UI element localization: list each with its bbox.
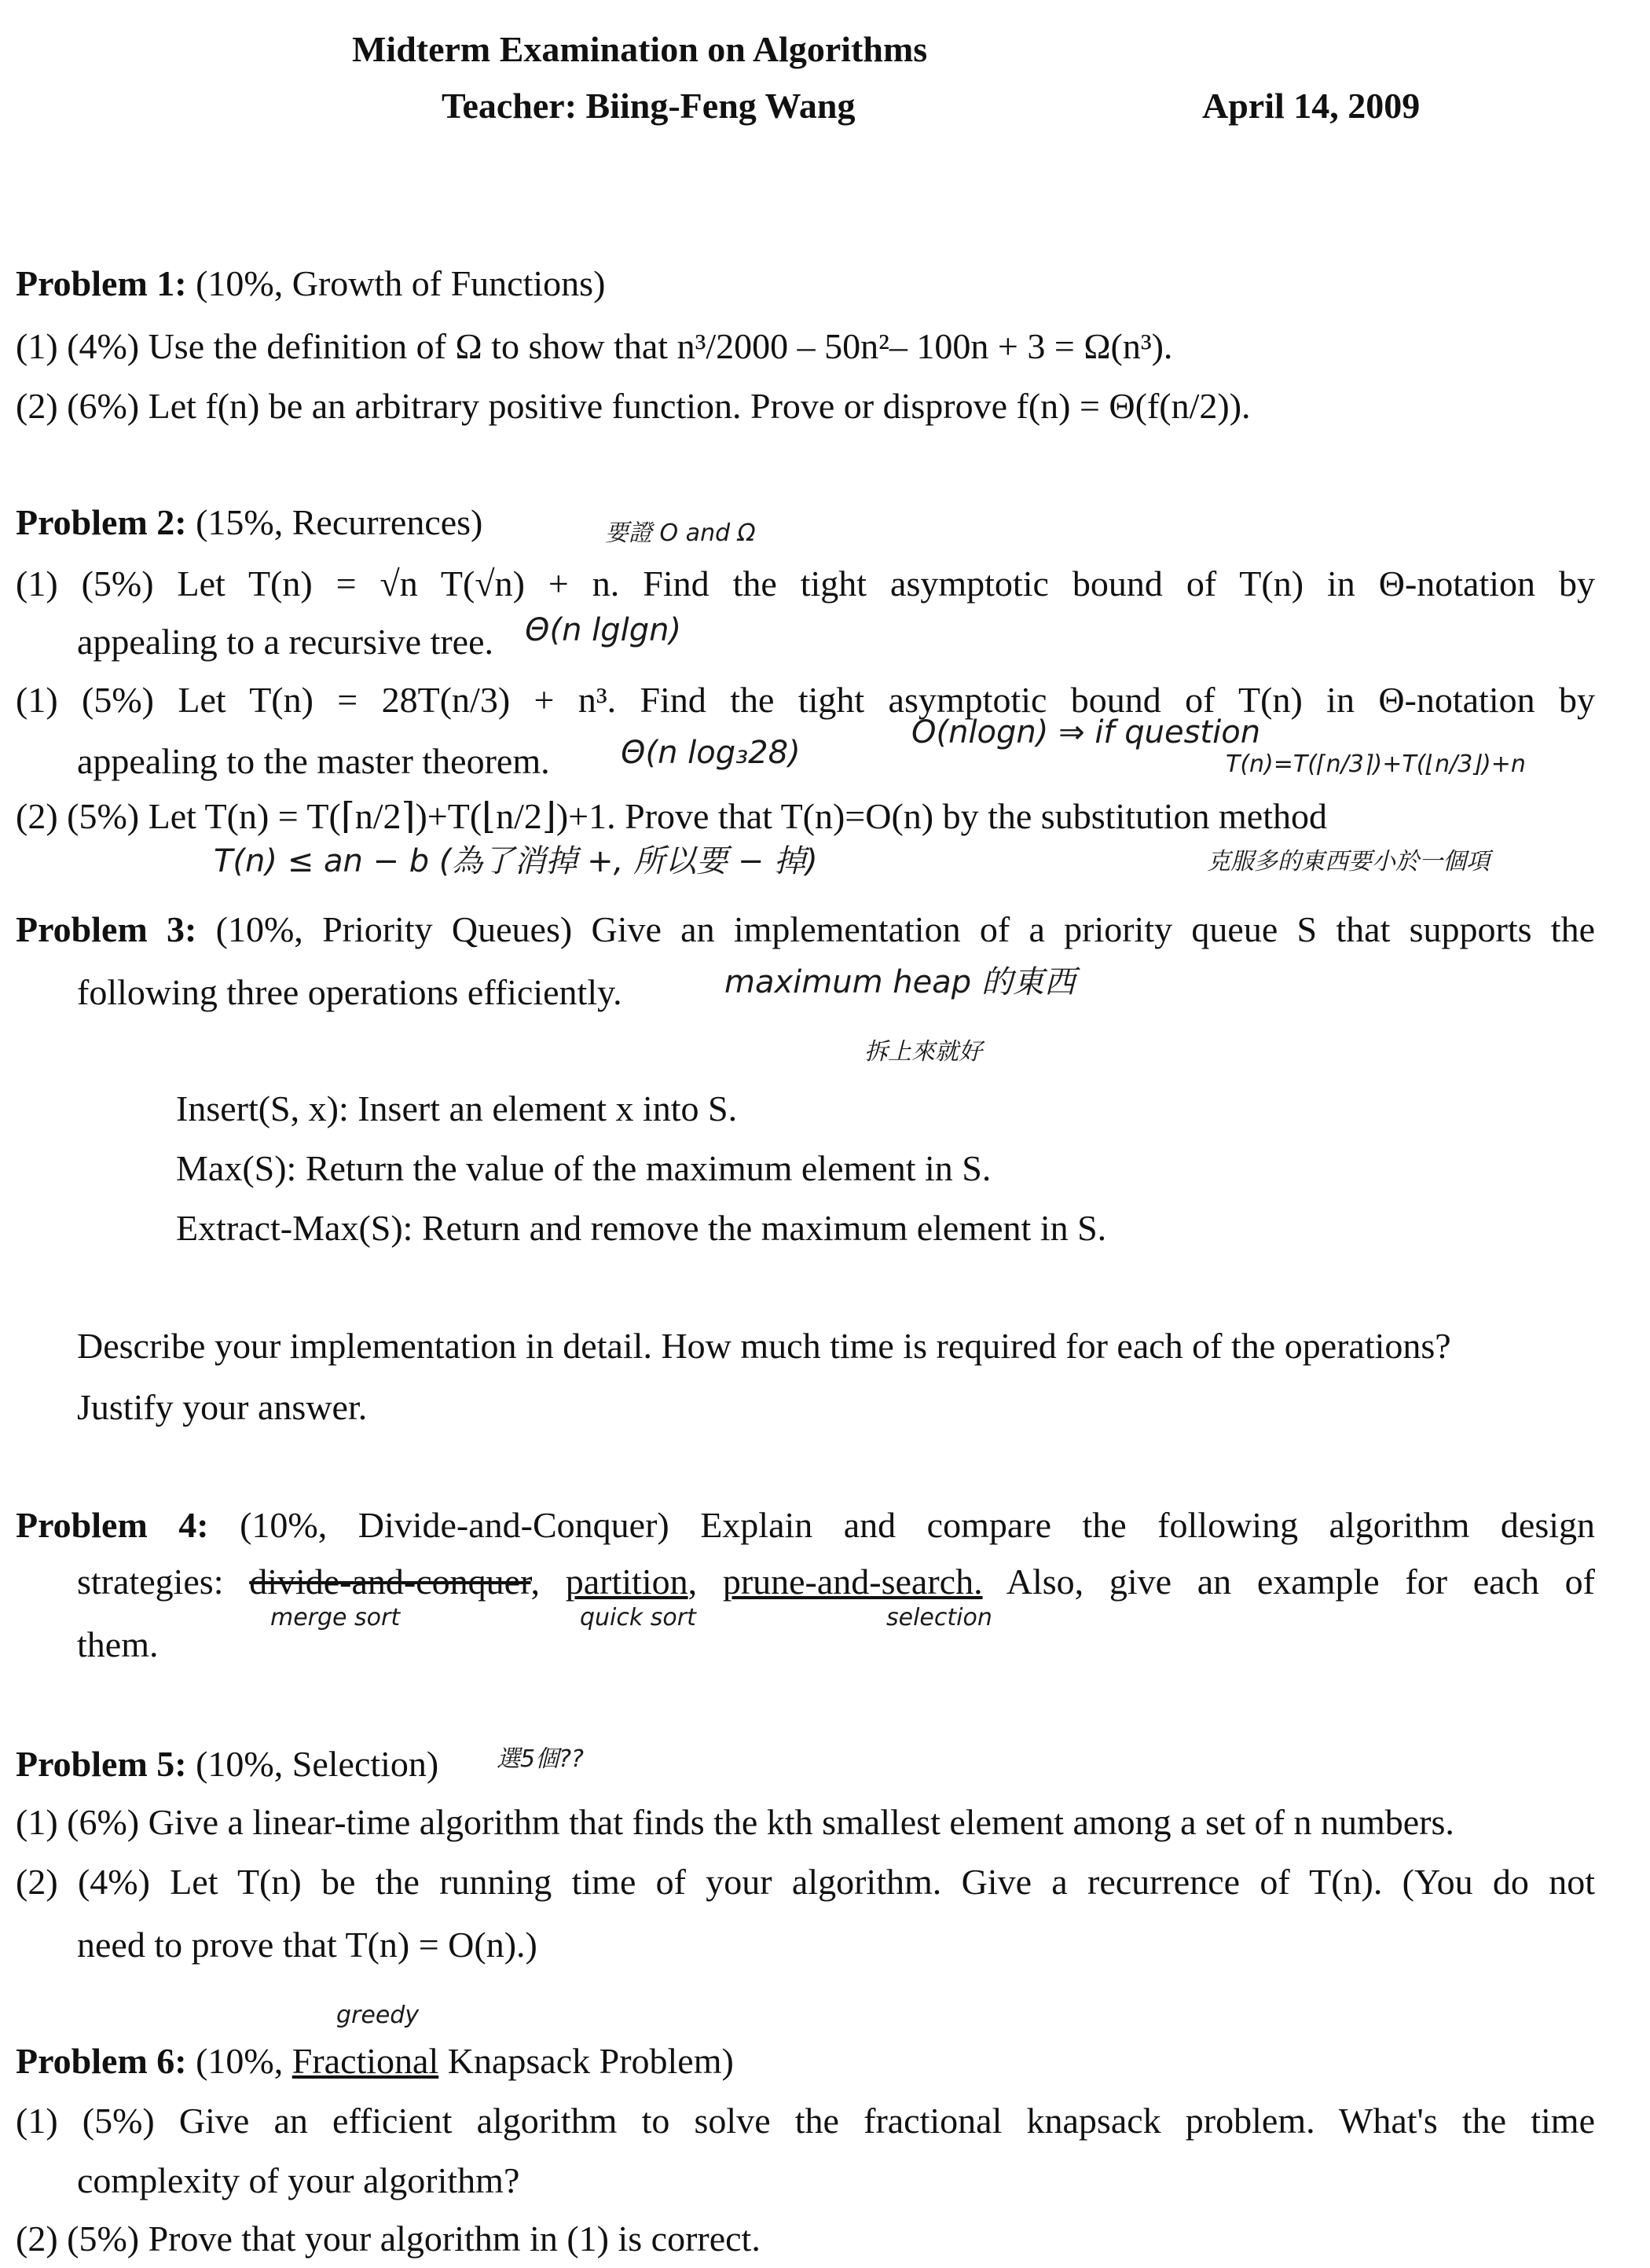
exam-date: April 14, 2009 [1202, 86, 1421, 126]
problem-4-sep2: , [688, 1562, 723, 1602]
problem-4-line1 [16, 1507, 1595, 1543]
problem-5-q2-line1: (2) (4%) Let T(n) be the running time of your algorithm. Give a recurrence of T(n). (You do not [16, 1862, 1595, 1902]
note-theta-log28: Θ(n log₃28) [621, 735, 801, 771]
problem-4-line3: them. [77, 1624, 159, 1664]
teacher-line: Teacher: Biing-Feng Wang [442, 86, 856, 126]
strategy-partition: partition [565, 1562, 688, 1602]
problem-1-heading [16, 263, 606, 303]
note-greedy: greedy [336, 2002, 420, 2029]
problem-6-topic-post: Knapsack Problem) [438, 2041, 734, 2081]
problem-4-line2 [77, 1564, 1595, 1600]
note-quick-sort: quick sort [580, 1604, 696, 1631]
operation-insert: Insert(S, x): Insert an element x into S. [176, 1088, 738, 1128]
problem-3-text1: (10%, Priority Queues) Give an implementation of a priority queue S that supports the [215, 909, 1595, 949]
problem-4-pre: strategies: [77, 1562, 250, 1602]
problem-3-line1 [16, 909, 1595, 949]
problem-5-q2-line2: need to prove that T(n) = O(n).) [77, 1925, 537, 1965]
problem-6-title: Problem 6: [16, 2041, 187, 2081]
problem-2-heading [16, 502, 483, 542]
problem-6-q1-line1: (1) (5%) Give an efficient algorithm to solve the fractional knapsack problem. What's the time [16, 2101, 1595, 2141]
note-onlogn: O(nlogn) ⇒ if question [911, 714, 1261, 750]
note-heap-2: 拆上來就好 [864, 1038, 982, 1066]
problem-4-sep1: , [530, 1562, 566, 1602]
problem-5-heading [16, 1746, 438, 1782]
problem-2-q1-line1: (1) (5%) Let T(n) = √n T(√n) + n. Find the tight asymptotic bound of T(n) in Θ-notation by [16, 563, 1595, 604]
problem-3-desc1: Describe your implementation in detail. How much time is required for each of the operations? [77, 1326, 1451, 1366]
note-theta-nlglgn: Θ(n lglgn) [525, 612, 682, 648]
note-prove-o-omega: 要證 O and Ω [605, 519, 756, 547]
operation-max: Max(S): Return the value of the maximum element in S. [176, 1148, 992, 1188]
problem-5-q1: (1) (6%) Give a linear-time algorithm that finds the kth smallest element among a set of n numbers. [16, 1802, 1454, 1842]
problem-1-q1: (1) (4%) Use the definition of Ω to show that n³/2000 – 50n²– 100n + 3 = Ω(n³). [16, 326, 1173, 366]
problem-1-topic: (10%, Growth of Functions) [196, 263, 606, 303]
note-selection: selection [886, 1604, 992, 1631]
note-merge-sort: merge sort [270, 1604, 401, 1631]
problem-4-post: Also, give an example for each of [982, 1562, 1595, 1602]
note-max-heap: maximum heap 的東西 [724, 964, 1076, 1000]
strategy-divide-and-conquer: divide-and-conquer [249, 1562, 531, 1602]
problem-6-q2: (2) (5%) Prove that your algorithm in (1) is correct. [16, 2218, 761, 2259]
problem-2-q3: (2) (5%) Let T(n) = T(⌈n/2⌉)+T(⌊n/2⌋)+1. Prove that T(n)=O(n) by the substitution method [16, 796, 1327, 836]
problem-6-q1-line2: complexity of your algorithm? [77, 2160, 520, 2200]
note-side: 克服多的東西要小於一個項 [1207, 848, 1490, 875]
problem-5-title: Problem 5: [16, 1744, 187, 1784]
problem-4-text1: (10%, Divide-and-Conquer) Explain and compare the following algorithm design [240, 1505, 1596, 1545]
problem-6-topic-word: Fractional [292, 2041, 439, 2081]
note-choose-5: 選5個?? [497, 1745, 584, 1773]
strategy-prune-and-search: prune-and-search. [722, 1562, 983, 1602]
problem-2-q2-line1: (1) (5%) Let T(n) = 28T(n/3) + n³. Find the tight asymptotic bound of T(n) in Θ-notation by [16, 680, 1595, 720]
note-recurrence: T(n)=T(⌈n/3⌉)+T(⌊n/3⌋)+n [1226, 750, 1526, 778]
problem-4-title: Problem 4: [16, 1505, 209, 1545]
problem-1-q2: (2) (6%) Let f(n) be an arbitrary positive function. Prove or disprove f(n) = Θ(f(n/2)). [16, 386, 1251, 426]
exam-title: Midterm Examination on Algorithms [352, 29, 928, 69]
note-tn-bound: T(n) ≤ an − b (為了消掉 +, 所以要 − 掉) [214, 843, 818, 879]
problem-3-line2: following three operations efficiently. [77, 972, 622, 1012]
problem-3-title: Problem 3: [16, 909, 197, 949]
problem-6-heading [16, 2043, 734, 2079]
problem-2-q1-line2: appealing to a recursive tree. [77, 622, 494, 662]
problem-2-topic: (15%, Recurrences) [196, 502, 483, 542]
problem-5-topic: (10%, Selection) [196, 1744, 439, 1784]
operation-extract-max: Extract-Max(S): Return and remove the maximum element in S. [176, 1208, 1107, 1248]
problem-1-title: Problem 1: [16, 263, 187, 303]
problem-3-desc2: Justify your answer. [77, 1387, 368, 1427]
problem-2-q2-line2: appealing to the master theorem. [77, 741, 550, 781]
problem-6-topic-pre: (10%, [196, 2041, 292, 2081]
problem-2-title: Problem 2: [16, 502, 187, 542]
